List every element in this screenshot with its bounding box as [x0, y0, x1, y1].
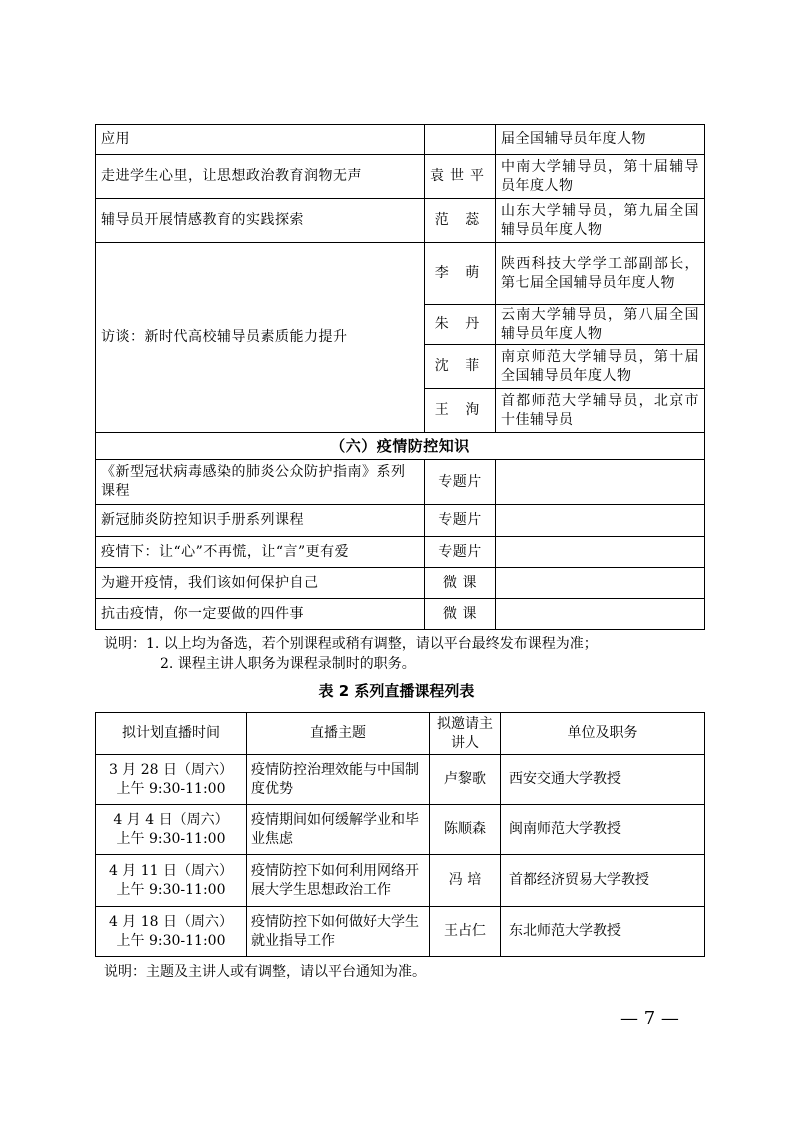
date: 3 月 28 日（周六）: [108, 761, 234, 778]
time-cell: [96, 855, 247, 907]
table-row: [96, 907, 705, 957]
time-cell: [96, 755, 247, 805]
speaker: 王占仁: [430, 907, 501, 957]
course-type: 专题片: [425, 460, 496, 505]
speaker-name: 李 萌: [425, 243, 496, 305]
unit: 西安交通大学教授: [501, 755, 705, 805]
course-type: 专题片: [425, 505, 496, 537]
interview-title: 访谈：新时代高校辅导员素质能力提升: [96, 243, 425, 433]
empty-cell: [496, 460, 705, 505]
course-title: 《新型冠状病毒感染的肺炎公众防护指南》系列课程: [96, 460, 425, 505]
empty-cell: [496, 537, 705, 568]
speaker: 陈顺森: [430, 805, 501, 855]
unit: 东北师范大学教授: [501, 907, 705, 957]
time: 上午 9:30-11:00: [116, 780, 226, 797]
table1-note: [104, 634, 598, 674]
speaker-desc: 南京师范大学辅导员，第十届全国辅导员年度人物: [496, 345, 705, 389]
speaker: 冯 培: [430, 855, 501, 907]
note-line-2: 2. 课程主讲人职务为课程录制时的职务。: [160, 656, 416, 672]
course-title: 抗击疫情，你一定要做的四件事: [96, 599, 425, 630]
time-cell: [96, 805, 247, 855]
course-title: 应用: [96, 125, 425, 155]
unit: 闽南师范大学教授: [501, 805, 705, 855]
table-row: [96, 755, 705, 805]
header-speaker: 拟邀请主讲人: [430, 713, 501, 755]
speaker-name: [425, 125, 496, 155]
speaker-desc: 首都师范大学辅导员，北京市十佳辅导员: [496, 389, 705, 433]
empty-cell: [496, 505, 705, 537]
empty-cell: [496, 599, 705, 630]
section-heading: （六）疫情防控知识: [96, 433, 705, 460]
time-cell: [96, 907, 247, 957]
speaker: 卢黎歌: [430, 755, 501, 805]
table-row: [96, 805, 705, 855]
course-title: 新冠肺炎防控知识手册系列课程: [96, 505, 425, 537]
note-line-1: 说明：1. 以上均为备选，若个别课程或稍有调整，请以平台最终发布课程为准；: [104, 636, 598, 652]
table2-caption: 表 2 系列直播课程列表: [318, 682, 475, 700]
header-unit: 单位及职务: [501, 713, 705, 755]
empty-cell: [496, 568, 705, 599]
speaker-desc: 中南大学辅导员，第十届辅导员年度人物: [496, 155, 705, 199]
course-type: 微 课: [425, 599, 496, 630]
course-type: 专题片: [425, 537, 496, 568]
header-topic: 直播主题: [247, 713, 430, 755]
table2-note: 说明：主题及主讲人或有调整，请以平台通知为准。: [104, 964, 426, 980]
topic: 疫情防控下如何做好大学生就业指导工作: [247, 907, 430, 957]
topic: 疫情期间如何缓解学业和毕业焦虑: [247, 805, 430, 855]
time: 上午 9:30-11:00: [116, 881, 226, 898]
speaker-name: 朱 丹: [425, 305, 496, 345]
course-table-continued: [95, 124, 705, 630]
speaker-name: 沈 菲: [425, 345, 496, 389]
course-title: 走进学生心里，让思想政治教育润物无声: [96, 155, 425, 199]
speaker-desc: 陕西科技大学学工部副部长，第七届全国辅导员年度人物: [496, 243, 705, 305]
header-time: 拟计划直播时间: [96, 713, 247, 755]
live-course-table: [95, 712, 705, 957]
date: 4 月 4 日（周六）: [113, 811, 229, 828]
date: 4 月 11 日（周六）: [108, 862, 234, 879]
page-number: — 7 —: [620, 1008, 679, 1029]
speaker-desc: 山东大学辅导员，第九届全国辅导员年度人物: [496, 199, 705, 243]
topic: 疫情防控治理效能与中国制度优势: [247, 755, 430, 805]
unit: 首都经济贸易大学教授: [501, 855, 705, 907]
time: 上午 9:30-11:00: [116, 932, 226, 949]
speaker-desc: 云南大学辅导员，第八届全国辅导员年度人物: [496, 305, 705, 345]
time: 上午 9:30-11:00: [116, 830, 226, 847]
topic: 疫情防控下如何利用网络开展大学生思想政治工作: [247, 855, 430, 907]
course-title: 疫情下：让“心”不再慌，让“言”更有爱: [96, 537, 425, 568]
speaker-name: 王 洵: [425, 389, 496, 433]
course-type: 微 课: [425, 568, 496, 599]
date: 4 月 18 日（周六）: [108, 913, 234, 930]
speaker-desc: 届全国辅导员年度人物: [496, 125, 705, 155]
speaker-name: 范 蕊: [425, 199, 496, 243]
course-title: 辅导员开展情感教育的实践探索: [96, 199, 425, 243]
speaker-name: 袁世平: [425, 155, 496, 199]
table-row: [96, 855, 705, 907]
course-title: 为避开疫情，我们该如何保护自己: [96, 568, 425, 599]
